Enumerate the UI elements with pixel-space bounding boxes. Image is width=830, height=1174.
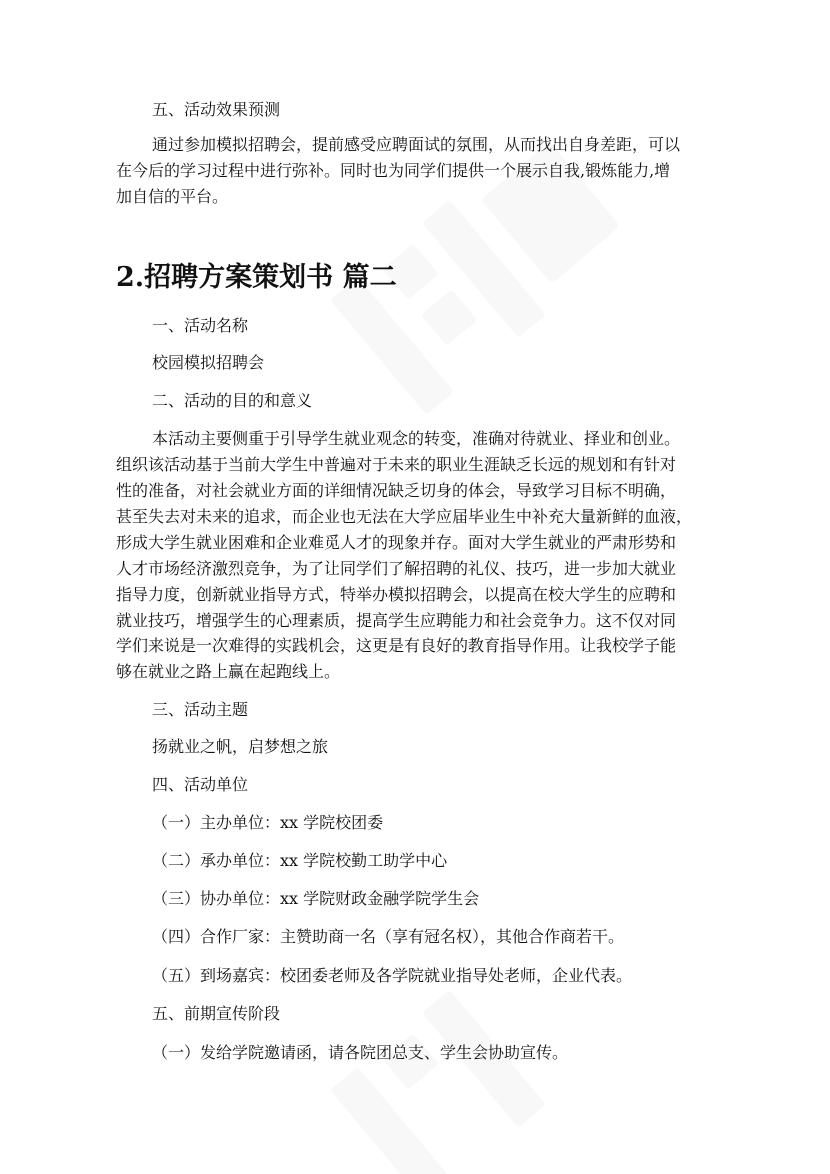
paragraph-line: 性的准备，对社会就业方面的详细情况缺乏切身的体会，导致学习目标不明确， [116, 481, 677, 500]
list-item: （一）发给学院邀请函，请各院团总支、学生会协助宣传。 [152, 1043, 569, 1062]
paragraph-line: 甚至失去对未来的追求，而企业也无法在大学应届毕业生中补充大量新鲜的血液， [116, 507, 693, 526]
section-title: 三、活动主题 [152, 700, 249, 719]
list-item: （二）承办单位：xx 学院校勤工助学中心 [152, 851, 448, 870]
section-title: 四、活动单位 [152, 775, 249, 794]
paragraph-line: 本活动主要侧重于引导学生就业观念的转变，准确对待就业、择业和创业。 [152, 429, 681, 448]
section-title: 五、前期宣传阶段 [152, 1004, 281, 1023]
list-item: （四）合作厂家：主赞助商一名（享有冠名权），其他合作商若干。 [152, 927, 625, 946]
section-text: 扬就业之帆，启梦想之旅 [152, 737, 329, 756]
section-title: 五、活动效果预测 [152, 100, 281, 119]
page-title: 2.招聘方案策划书 篇二 [116, 262, 397, 293]
paragraph-line: 组织该活动基于当前大学生中普遍对于未来的职业生涯缺乏长远的规划和有针对 [116, 455, 677, 474]
paragraph-line: 在今后的学习过程中进行弥补。同时也为同学们提供一个展示自我,锻炼能力,增 [116, 161, 671, 180]
paragraph-line: 够在就业之路上赢在起跑线上。 [116, 662, 341, 681]
paragraph-line: 指导力度，创新就业指导方式，特举办模拟招聘会，以提高在校大学生的应聘和 [116, 585, 677, 604]
paragraph-line: 就业技巧，增强学生的心理素质，提高学生应聘能力和社会竞争力。这不仅对同 [116, 611, 677, 630]
paragraph-line: 加自信的平台。 [116, 187, 229, 206]
paragraph-line: 通过参加模拟招聘会，提前感受应聘面试的氛围，从而找出自身差距，可以 [152, 135, 681, 154]
paragraph-line: 形成大学生就业困难和企业难觅人才的现象并存。面对大学生就业的严肃形势和 [116, 533, 677, 552]
list-item: （三）协办单位：xx 学院财政金融学院学生会 [152, 889, 480, 908]
list-item: （一）主办单位：xx 学院校团委 [152, 813, 384, 832]
section-title: 二、活动的目的和意义 [152, 391, 313, 410]
section-text: 校园模拟招聘会 [152, 353, 265, 372]
paragraph-line: 学们来说是一次难得的实践机会，这更是有良好的教育指导作用。让我校学子能 [116, 636, 677, 655]
paragraph-line: 人才市场经济激烈竞争，为了让同学们了解招聘的礼仪、技巧，进一步加大就业 [116, 559, 677, 578]
section-title: 一、活动名称 [152, 316, 249, 335]
list-item: （五）到场嘉宾：校团委老师及各学院就业指导处老师，企业代表。 [152, 966, 633, 985]
